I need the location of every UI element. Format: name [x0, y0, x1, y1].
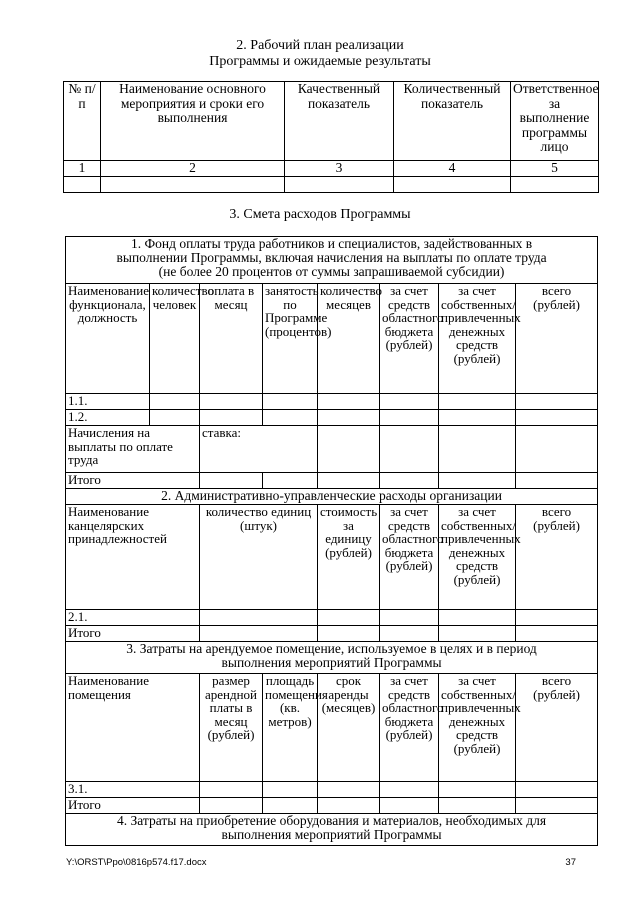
total-row: Итого — [66, 626, 598, 642]
section2-title: 2. Рабочий план реализации Программы и ожидаемые результаты — [209, 38, 431, 69]
accruals-row: Начисления на выплаты по оплате труда ставка: — [66, 426, 598, 473]
column-numbers-row: 1 2 3 4 5 — [64, 161, 599, 177]
block3-title: 3. Затраты на арендуемое помещение, используемое в целях и в период выполнения мероприятий Программы — [66, 642, 598, 674]
block1-title: 1. Фонд оплаты труда работников и специалистов, задействованных в выполнении Программы, включая начисления на выплаты по оплате труда (не более 20 процентов от суммы запрашиваемой субсидии) — [66, 237, 598, 284]
block3-header-row: Наименование помещения размер арендной платы в месяц (рублей) площадь помещения (кв. метров) срок аренды (месяцев) за счет средств областного бюджета (рублей) за счет собственных/ привлеченных денежных средств (рублей) всего (рублей) — [66, 674, 598, 782]
table-row: 3.1. — [66, 782, 598, 798]
empty-row — [64, 177, 599, 193]
header-qualitative: Качественный показатель — [285, 82, 394, 161]
block2-title: 2. Административно-управленческие расходы организации — [66, 489, 598, 505]
header-responsible: Ответственное за выполнение программы лицо — [511, 82, 599, 161]
block4-title: 4. Затраты на приобретение оборудования и материалов, необходимых для выполнения мероприятий Программы — [66, 814, 598, 846]
table-row: 2.1. — [66, 610, 598, 626]
block2-header-row: Наименование канцелярских принадлежностей количество единиц (штук) стоимость за единицу (рублей) за счет средств областного бюджета (рублей) за счет собственных/ привлеченных денежных средств (рублей) всего (рублей) — [66, 505, 598, 610]
block1-header-row: Наименование функционала, должность количество человек оплата в месяц занятость по Программе (процентов) количество месяцев за счет средств областного бюджета (рублей) за счет собственных/ привлеченных денежных средств (рублей) всего (рублей) — [66, 284, 598, 394]
footer-file-path: Y:\ORST\Ppo\0816p574.f17.docx — [66, 857, 207, 868]
table-row: 1.2. — [66, 410, 598, 426]
total-row: Итого — [66, 473, 598, 489]
footer-page-number: 37 — [565, 857, 576, 868]
work-plan-table — [63, 81, 599, 193]
section3-title: 3. Смета расходов Программы — [229, 207, 411, 222]
rate-label: ставка: — [200, 426, 318, 473]
table-row: 1.1. — [66, 394, 598, 410]
budget-table — [65, 236, 598, 846]
total-row: Итого — [66, 798, 598, 814]
header-quantitative: Количественный показатель — [394, 82, 511, 161]
header-number: № п/п — [64, 82, 101, 161]
header-activity: Наименование основного мероприятия и сроки его выполнения — [101, 82, 285, 161]
